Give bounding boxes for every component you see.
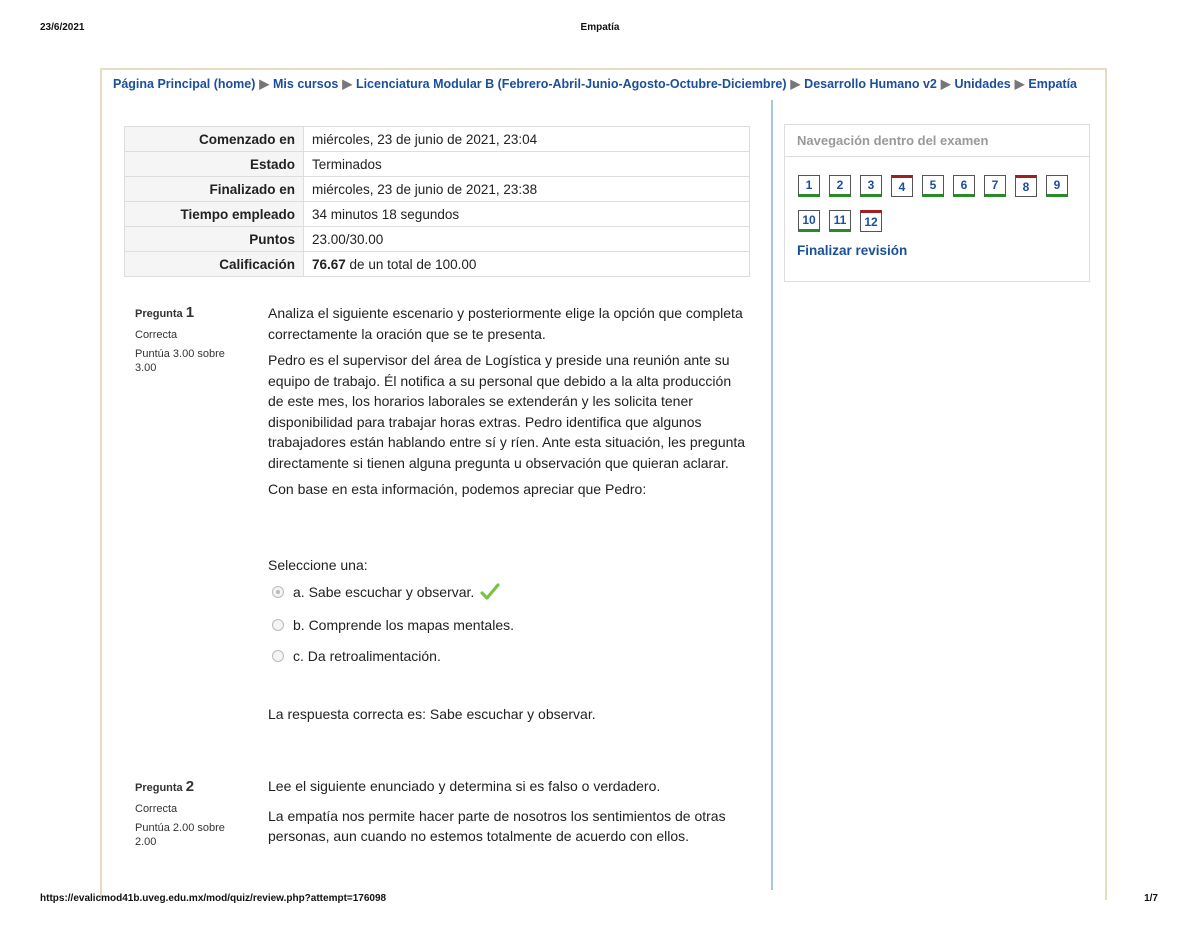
- quiz-nav-button[interactable]: [798, 175, 820, 197]
- quiz-nav-button-label: 1: [805, 178, 813, 192]
- quiz-nav-button[interactable]: [1046, 175, 1068, 197]
- radio-icon[interactable]: [272, 619, 284, 631]
- quiz-nav-button[interactable]: [922, 175, 944, 197]
- summary-value: [304, 252, 750, 277]
- answer-option[interactable]: [272, 617, 514, 633]
- quiz-nav-button[interactable]: [1015, 175, 1037, 197]
- question-text: [268, 303, 748, 506]
- breadcrumb-separator-icon: ▶: [342, 77, 352, 91]
- quiz-nav-button-label: 10: [802, 213, 816, 227]
- print-page-number: 1/7: [1144, 893, 1158, 904]
- question-state: Correcta: [135, 803, 178, 815]
- answer-option-label: b. Comprende los mapas mentales.: [293, 617, 514, 633]
- summary-value: 23.00/30.00: [304, 227, 750, 252]
- checkmark-icon: [480, 583, 500, 601]
- summary-row-finished: [125, 177, 750, 202]
- summary-label: Estado: [125, 152, 304, 177]
- breadcrumb-program[interactable]: Licenciatura Modular B (Febrero-Abril-Junio-Agosto-Octubre-Diciembre): [355, 77, 787, 91]
- question-stem: Con base en esta información, podemos apreciar que Pedro:: [268, 481, 647, 497]
- breadcrumb-separator-icon: ▶: [1014, 77, 1025, 91]
- print-url: https://evalicmod41b.uveg.edu.mx/mod/quiz/review.php?attempt=176098: [40, 893, 387, 904]
- breadcrumb-home[interactable]: Página Principal (home): [113, 77, 256, 91]
- quiz-nav-button-label: 8: [1022, 180, 1030, 194]
- summary-label: Calificación: [125, 252, 304, 277]
- quiz-nav-button-label: 9: [1053, 178, 1061, 192]
- quiz-nav-button[interactable]: [860, 210, 882, 232]
- sidebar-divider: [771, 100, 773, 890]
- quiz-nav-button-label: 2: [836, 178, 844, 192]
- breadcrumb-separator-icon: ▶: [790, 77, 801, 91]
- question-info: [135, 304, 245, 375]
- summary-value: miércoles, 23 de junio de 2021, 23:04: [304, 127, 750, 152]
- quiz-nav-button-label: 12: [864, 215, 878, 229]
- answer-option-label: c. Da retroalimentación.: [293, 648, 441, 664]
- answer-option[interactable]: [272, 583, 500, 601]
- summary-row-grade: [125, 252, 750, 277]
- breadcrumb-separator-icon: ▶: [259, 77, 270, 91]
- question-grade: Puntúa 3.00 sobre 3.00: [135, 348, 225, 374]
- summary-label: Comenzado en: [125, 127, 304, 152]
- question-info: [135, 778, 245, 849]
- breadcrumb-empathy[interactable]: Empatía: [1028, 77, 1078, 91]
- question-number: [135, 304, 245, 321]
- summary-value: miércoles, 23 de junio de 2021, 23:38: [304, 177, 750, 202]
- attempt-summary-table: [124, 126, 750, 277]
- quiz-nav-button[interactable]: [798, 210, 820, 232]
- summary-label: Finalizado en: [125, 177, 304, 202]
- quiz-navigation-block: [784, 124, 1090, 282]
- radio-icon[interactable]: [272, 650, 284, 662]
- question-label: Pregunta: [135, 782, 183, 794]
- quiz-nav-button[interactable]: [860, 175, 882, 197]
- grade-total: de un total de 100.00: [345, 256, 477, 272]
- question-number: [135, 778, 245, 795]
- quiz-nav-button-label: 4: [898, 180, 906, 194]
- quiz-nav-button-label: 3: [867, 178, 875, 192]
- summary-row-started: [125, 127, 750, 152]
- radio-selected-icon[interactable]: [272, 586, 284, 598]
- quiz-nav-button-label: 11: [833, 213, 847, 227]
- question-intro: Analiza el siguiente escenario y posteriormente elige la opción que completa correctamente la oración que se te presenta.: [268, 305, 743, 342]
- quiz-nav-button[interactable]: [953, 175, 975, 197]
- answer-option-label: a. Sabe escuchar y observar.: [293, 584, 475, 600]
- correct-answer-feedback: La respuesta correcta es: Sabe escuchar y observar.: [268, 706, 596, 722]
- breadcrumb-separator-icon: ▶: [940, 77, 951, 91]
- breadcrumb: [113, 76, 1093, 102]
- quiz-navigation-title: Navegación dentro del examen: [785, 125, 1089, 157]
- summary-value: Terminados: [304, 152, 750, 177]
- grade-value: 76.67: [312, 256, 346, 272]
- summary-label: Tiempo empleado: [125, 202, 304, 227]
- breadcrumb-course[interactable]: Desarrollo Humano v2: [804, 77, 937, 91]
- summary-label: Puntos: [125, 227, 304, 252]
- quiz-nav-button[interactable]: [984, 175, 1006, 197]
- question-scenario: Pedro es el supervisor del área de Logística y preside una reunión ante su equipo de trabajo. Él notifica a su personal que debido a la alta producción de este mes, los horarios laborales se extenderán y les solicita tener disponibilidad para trabajar horas extras. Pedro identifica que algunos trabajadores están hablando entre sí y ríen. Ante esta situación, les pregunta directamente si tienen alguna pregunta u observación que quieran aclarar.: [268, 352, 746, 471]
- quiz-nav-button[interactable]: [829, 175, 851, 197]
- summary-row-points: [125, 227, 750, 252]
- question-state: Correcta: [135, 329, 178, 341]
- question-number-value: 2: [185, 778, 195, 795]
- summary-row-time-taken: [125, 202, 750, 227]
- print-date: 23/6/2021: [40, 22, 85, 33]
- summary-row-state: [125, 152, 750, 177]
- question-intro: Lee el siguiente enunciado y determina si es falso o verdadero.: [268, 778, 661, 794]
- question-label: Pregunta: [135, 308, 183, 320]
- breadcrumb-my-courses[interactable]: Mis cursos: [273, 77, 339, 91]
- answer-prompt: Seleccione una:: [268, 557, 368, 573]
- summary-value: 34 minutos 18 segundos: [304, 202, 750, 227]
- quiz-nav-button[interactable]: [891, 175, 913, 197]
- quiz-nav-button-label: 7: [991, 178, 999, 192]
- answer-option[interactable]: [272, 648, 441, 664]
- print-title: Empatía: [580, 22, 620, 33]
- quiz-nav-button-label: 5: [929, 178, 937, 192]
- question-text: [268, 776, 748, 853]
- finish-review-link[interactable]: Finalizar revisión: [797, 243, 908, 258]
- breadcrumb-units[interactable]: Unidades: [954, 77, 1011, 91]
- question-grade: Puntúa 2.00 sobre 2.00: [135, 822, 225, 848]
- quiz-nav-button[interactable]: [829, 210, 851, 232]
- question-number-value: 1: [185, 304, 195, 321]
- question-statement: La empatía nos permite hacer parte de nosotros los sentimientos de otras personas, aun cuando no estemos totalmente de acuerdo con ellos.: [268, 807, 726, 844]
- quiz-nav-button-label: 6: [960, 178, 968, 192]
